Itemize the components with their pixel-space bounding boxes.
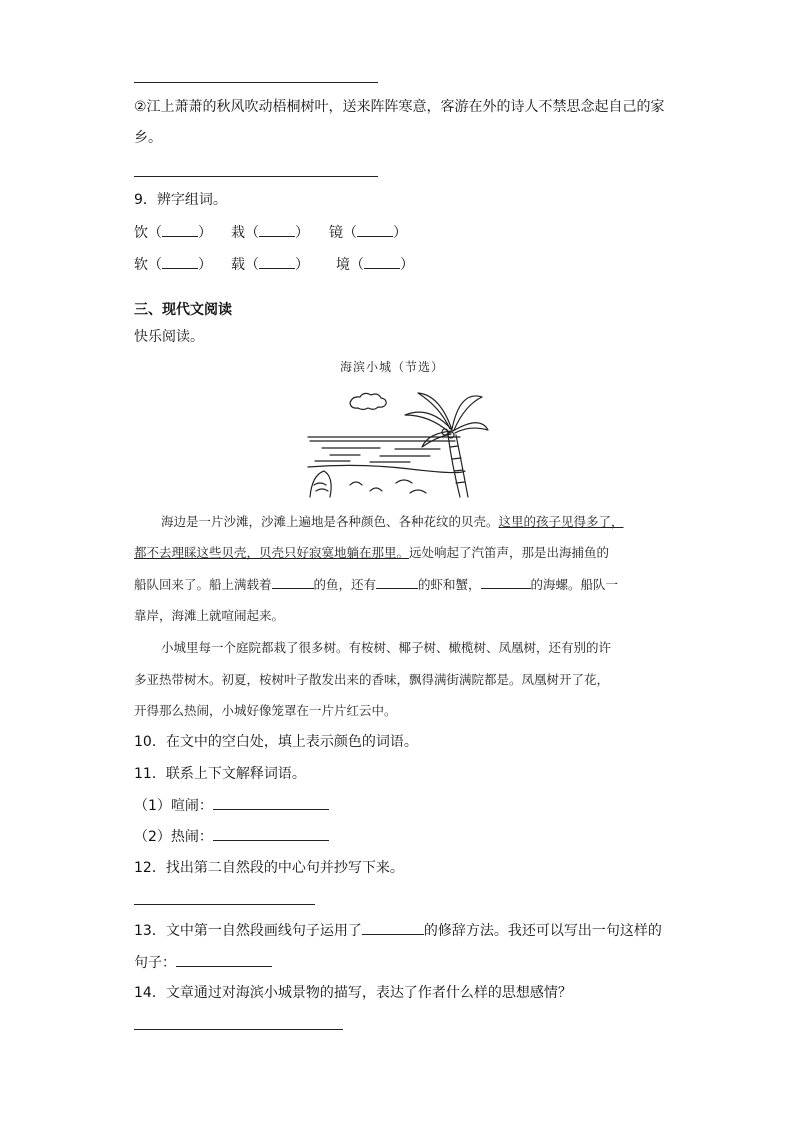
underlined-sentence: 这里的孩子见得多了， [498,514,624,529]
char: 软 [134,257,148,273]
rhetoric-blank[interactable] [362,920,424,935]
q9-row1-item2: 栽（ ） [231,222,309,243]
q9-row2-item1: 软（ ） [134,254,212,275]
answer-blank[interactable] [213,795,329,810]
section-intro: 快乐阅读。 [134,329,204,345]
beach-illustration [300,385,490,503]
q8-item2-line1: ②江上萧萧的秋风吹动梧桐树叶，送来阵阵寒意，客游在外的诗人不禁思念起自己的家 [134,99,665,115]
word-blank[interactable] [162,222,198,237]
char: 饮 [134,225,148,241]
passage-p1-line1: 海边是一片沙滩，沙滩上遍地是各种颜色、各种花纹的贝壳。这里的孩子见得多了， [161,514,624,529]
char: 栽 [231,225,245,241]
question-11-1: （1）喧闹： [134,795,329,816]
passage-p2-line2: 多亚热带树木。初夏，桉树叶子散发出来的香味，飘得满街满院都是。凤凰树开了花， [134,672,610,687]
answer-blank[interactable] [176,952,272,967]
underlined-sentence: 都不去理睬这些贝壳，贝壳只好寂寞地躺在那里。 [134,545,410,560]
passage-title: 海滨小城（节选） [340,360,445,374]
color-blank-3[interactable] [481,576,531,589]
answer-line-q8-2 [134,176,378,177]
passage-p1-line4: 靠岸，海滩上就喧闹起来。 [134,608,285,623]
passage-p1-line3: 船队回来了。船上满载着 的鱼，还有 的虾和蟹， 的海螺。船队一 [134,577,619,592]
passage-p2-line3: 开得那么热闹，小城好像笼罩在一片片红云中。 [134,703,397,718]
color-blank-1[interactable] [272,576,314,589]
answer-line-q14 [134,1029,343,1030]
answer-blank[interactable] [213,826,329,841]
char: 载 [231,257,245,273]
question-11-2: （2）热闹： [134,826,329,847]
word-blank[interactable] [162,254,198,269]
color-blank-2[interactable] [376,576,418,589]
q9-row2-item2: 载（ ） [231,254,309,275]
q9-row2-item3: 境（ ） [336,254,414,275]
q9-title: 9．辨字组词。 [134,192,227,208]
q8-item2-line2: 乡。 [134,130,162,146]
question-13-line1: 13．文中第一自然段画线句子运用了 的修辞方法。我还可以写出一句这样的 [134,920,662,941]
q9-row1-item1: 饮（ ） [134,222,212,243]
question-14: 14．文章通过对海滨小城景物的描写，表达了作者什么样的思想感情？ [134,985,572,1001]
char: 境 [336,257,350,273]
question-13-line2: 句子： [134,952,272,973]
answer-line-q8-1 [134,82,378,83]
passage-p1-line2: 都不去理睬这些贝壳，贝壳只好寂寞地躺在那里。远处响起了汽笛声，那是出海捕鱼的 [134,545,610,560]
passage-p2-line1: 小城里每一个庭院都栽了很多树。有桉树、椰子树、橄榄树、凤凰树，还有别的许 [161,640,612,655]
question-11: 11．联系上下文解释词语。 [134,766,306,782]
char: 镜 [329,225,343,241]
word-blank[interactable] [259,254,295,269]
answer-line-q12 [134,904,315,905]
word-blank[interactable] [259,222,295,237]
question-10: 10．在文中的空白处，填上表示颜色的词语。 [134,734,418,750]
word-blank[interactable] [364,254,400,269]
section-heading: 三、现代文阅读 [134,302,232,318]
q9-row1-item3: 镜（ ） [329,222,407,243]
question-12: 12．找出第二自然段的中心句并抄写下来。 [134,860,404,876]
word-blank[interactable] [357,222,393,237]
cloud-icon [350,393,386,409]
